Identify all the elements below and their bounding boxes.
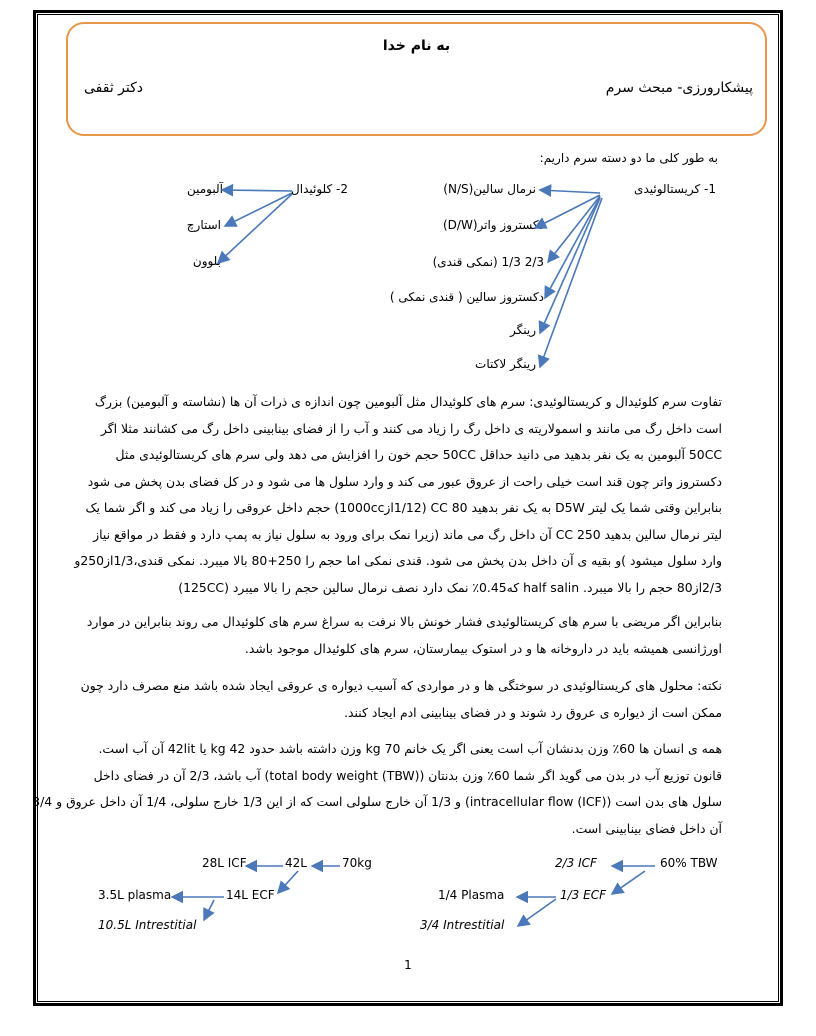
crystalloid-item: 2/3 1/3 (نمکی قندی) <box>432 255 544 269</box>
page-title: به نام خدا <box>382 38 451 54</box>
subject-title: پیشکارورزی- مبحث سرم <box>605 80 753 96</box>
flow-plasma-fraction: 1/4 Plasma <box>438 888 505 902</box>
colloid-item: آلبومین <box>187 182 223 196</box>
paragraph-emergency: بنابراین اگر مریضی با سرم های کریستالوئیدی فشار خونش بالا نرفت به سراغ سرم های کلوئیدال می روند بنابراین در موارد اورژانسی همیشه باید در داروخانه ها و در استوک بیمارستان، سرم های کلوئیدال موجود باشد. <box>86 614 722 656</box>
flow-weight: 70kg <box>342 856 372 870</box>
intro-text: به طور کلی ما دو دسته سرم داریم: <box>539 151 718 165</box>
colloid-item: بلوون <box>192 254 221 268</box>
colloid-label: 2- کلوئیدال <box>291 182 348 196</box>
flow-water: 42L <box>285 856 307 870</box>
header-box <box>66 22 767 136</box>
author-name: دکتر ثقفی <box>84 80 144 96</box>
flow-interstitial-fraction: 3/4 Intrestitial <box>420 918 505 932</box>
paragraph-note: نکته: محلول های کریستالوئیدی در سوختگی ها و در مواردی که آسیب دیواره ی عروقی ایجاد شده باشد منع مصرف دارد چون ممکن است از دیواره ی عروق رد شوند و در فضای بینابینی ادم ایجاد کنند. <box>80 678 722 720</box>
flow-icf-fraction: 2/3 ICF <box>555 856 597 870</box>
flow-ecf-fraction: 1/3 ECF <box>560 888 606 902</box>
colloid-item: استارچ <box>186 218 221 232</box>
crystalloid-item: نرمال سالین(N/S) <box>443 182 536 196</box>
crystalloid-item: رینگر <box>509 323 536 337</box>
paragraph-water-distribution: همه ی انسان ها 60٪ وزن بدنشان آب است یعنی اگر یک خانم 70 kg وزن داشته باشد حدود 42 kg یا 42lit آن آب است. قانون توزیع آب در بدن می گوید اگر شما 60٪ وزن بدنتان (total body weight (TBW)) آب باشد، 2/3 آن در فضای داخل سلول های بدن است (intracellular flow (ICF)) و 1/3 آن خارج سلولی است که از این 1/3 خارج سلولی، 1/4 آن داخل عروق و 3/4 آن داخل فضای بینابینی است. <box>32 741 722 836</box>
flow-plasma-volume: 3.5L plasma <box>98 888 172 902</box>
crystalloid-item: دکستروز واتر(D/W) <box>442 218 544 232</box>
page-number: 1 <box>404 958 412 972</box>
flow-icf-volume: 28L ICF <box>202 856 247 870</box>
flow-tbw: 60% TBW <box>660 856 718 870</box>
crystalloid-item: دکستروز سالین ( قندی نمکی ) <box>389 290 544 304</box>
flow-interstitial-volume: 10.5L Intrestitial <box>98 918 197 932</box>
flow-ecf-volume: 14L ECF <box>226 888 275 902</box>
paragraph-colloid-vs-crystalloid: تفاوت سرم کلوئیدال و کریستالوئیدی: سرم های کلوئیدال مثل آلبومین چون اندازه ی ذرات آن ها (نشاسته و آلبومین) بزرگ است داخل رگ می مانند و اسمولاریته ی داخل رگ را زیاد می کنند و آب را از فضای بینابینی داخل رگ می کشانند مثلا اگر 50CC آلبومین به یک نفر بدهید می دانید حداقل 50CC حجم خون را افزایش می دهد ولی سرم های کریستالوئیدی مثل دکستروز واتر چون قند است خیلی راحت از عروق عبور می کند و وارد سلول ها می شود و در کل فضای بدن پخش می شود بنابراین وقتی شما یک لیتر D5W به یک نفر بدهید 80 CC (1/12از1000cc) حجم داخل عروقی را زیاد می کند و اگر شما یک لیتر نرمال سالین بدهید 250 CC آن داخل رگ می ماند (زیرا نمک برای ورود به سلول نیاز به پمپ دارد و فقط در مواقع نیاز وارد سلول میشود )و بقیه ی آن داخل بدن پخش می شود. قندی نمکی اما حجم را 250+80 بالا میبرد. نمکی قندی،1/3از250و 2/3از80 حجم را بالا میبرد. half salin که0.45٪ نمک دارد نصف نرمال سالین حجم را بالا میبرد (125CC) <box>74 394 722 595</box>
crystalloid-label: 1- کریستالوئیدی <box>634 182 716 196</box>
crystalloid-item: رینگر لاکتات <box>475 357 536 371</box>
